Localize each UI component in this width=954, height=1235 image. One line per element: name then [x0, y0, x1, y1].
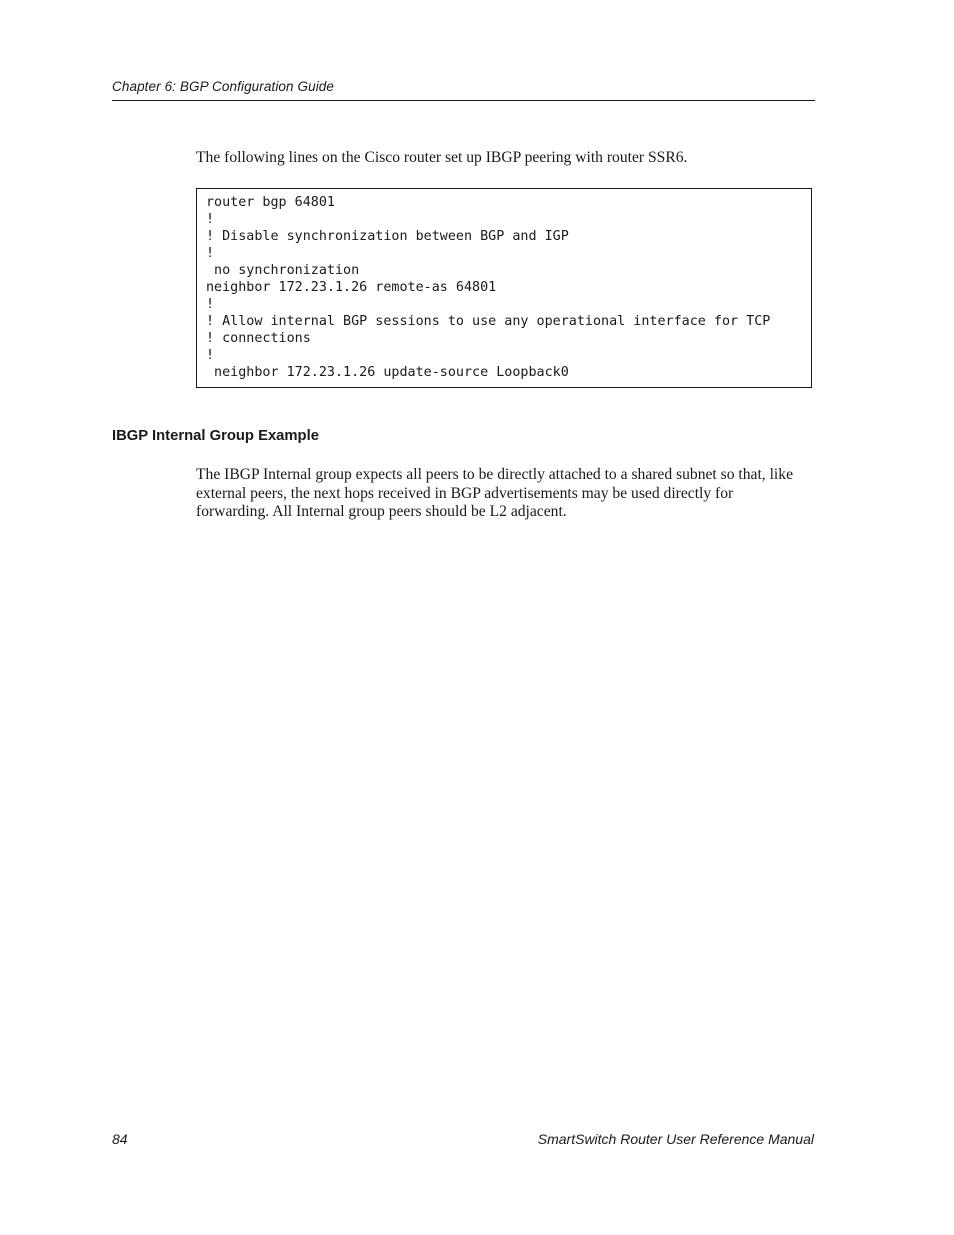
manual-title: SmartSwitch Router User Reference Manual — [537, 1131, 814, 1147]
page-number: 84 — [112, 1131, 128, 1147]
header-rule — [112, 100, 815, 101]
code-line: ! — [206, 348, 215, 363]
code-line: ! connections — [206, 331, 311, 346]
section-heading: IBGP Internal Group Example — [112, 428, 319, 444]
code-line: no synchronization — [206, 263, 360, 278]
code-line: neighbor 172.23.1.26 update-source Loopback0 — [206, 365, 569, 380]
intro-paragraph: The following lines on the Cisco router set up IBGP peering with router SSR6. — [196, 149, 688, 166]
code-line: neighbor 172.23.1.26 remote-as 64801 — [206, 280, 497, 295]
code-line: ! — [206, 212, 215, 227]
code-block — [206, 194, 770, 381]
code-line: ! — [206, 246, 215, 261]
code-box — [196, 188, 812, 388]
code-line: router bgp 64801 — [206, 195, 335, 210]
section-paragraph: The IBGP Internal group expects all peers to be directly attached to a shared subnet so that, like external peers, the next hops received in BGP advertisements may be used directly for forwarding. All Internal group peers should be L2 adjacent. — [196, 466, 793, 520]
code-line: ! Allow internal BGP sessions to use any operational interface for TCP — [206, 314, 771, 329]
code-line: ! — [206, 297, 215, 312]
running-header: Chapter 6: BGP Configuration Guide — [112, 79, 335, 94]
code-line: ! Disable synchronization between BGP and IGP — [206, 229, 569, 244]
